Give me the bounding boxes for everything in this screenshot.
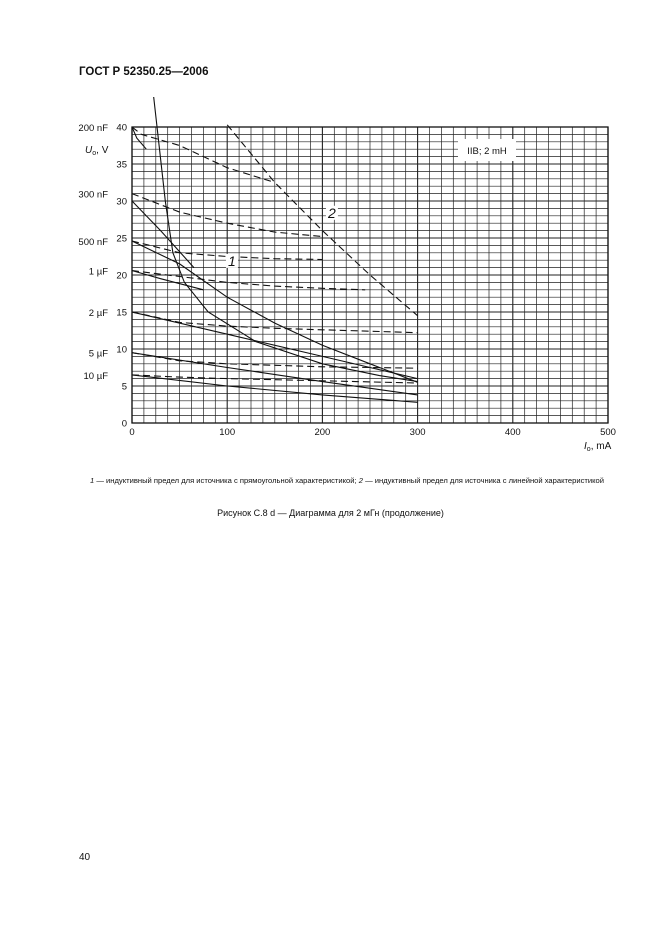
curve-label-2: 2 xyxy=(328,204,336,221)
series-line-0 xyxy=(153,90,418,382)
y-tick-label: 30 xyxy=(116,196,127,208)
x-tick-label: 500 xyxy=(600,427,616,438)
y-tick-label: 20 xyxy=(116,270,127,282)
capacitance-label: 500 nF xyxy=(78,236,108,248)
x-tick-label: 100 xyxy=(219,427,236,438)
capacitance-label: 200 nF xyxy=(78,123,108,134)
document-header: ГОСТ Р 52350.25—2006 xyxy=(79,66,209,78)
capacitance-label: 2 µF xyxy=(88,308,108,319)
legend-num-2: 2 xyxy=(358,476,363,485)
x-tick-label: 300 xyxy=(409,427,426,438)
y-tick-label: 40 xyxy=(116,122,127,134)
y-tick-label: 15 xyxy=(116,307,127,319)
x-tick-label: 400 xyxy=(504,427,521,438)
legend-text-2: — индуктивный предел для источника с линейной характеристикой xyxy=(362,476,604,485)
x-tick-label: 200 xyxy=(314,427,331,438)
figure-caption: Рисунок С.8 d — Диаграмма для 2 мГн (продолжение) xyxy=(217,508,444,518)
capacitance-label: 1 µF xyxy=(88,266,108,278)
capacitance-label: 5 µF xyxy=(88,348,108,360)
series-line-5 xyxy=(132,201,194,268)
y-tick-label: 10 xyxy=(116,344,127,356)
x-tick-label: 0 xyxy=(129,427,135,438)
curve-label-1: 1 xyxy=(228,252,236,269)
y-tick-label: 35 xyxy=(116,159,127,171)
x-axis-label: $I_o$, mA xyxy=(584,441,612,453)
y-tick-label: 5 xyxy=(121,381,127,393)
y-axis-label: $U_o$, V xyxy=(85,145,109,157)
legend-num-1: 1 xyxy=(90,476,95,485)
figure-legend xyxy=(79,476,615,486)
legend-text-1: — индуктивный предел для источника с прямоугольной характеристикой; xyxy=(94,476,359,485)
annotation-box-label: IIB; 2 mH xyxy=(467,146,507,157)
capacitance-label: 300 nF xyxy=(78,189,108,201)
y-tick-label: 25 xyxy=(116,233,127,245)
page-number: 40 xyxy=(79,852,91,863)
capacitance-label: 10 µF xyxy=(83,370,108,382)
y-tick-label: 0 xyxy=(121,418,127,430)
